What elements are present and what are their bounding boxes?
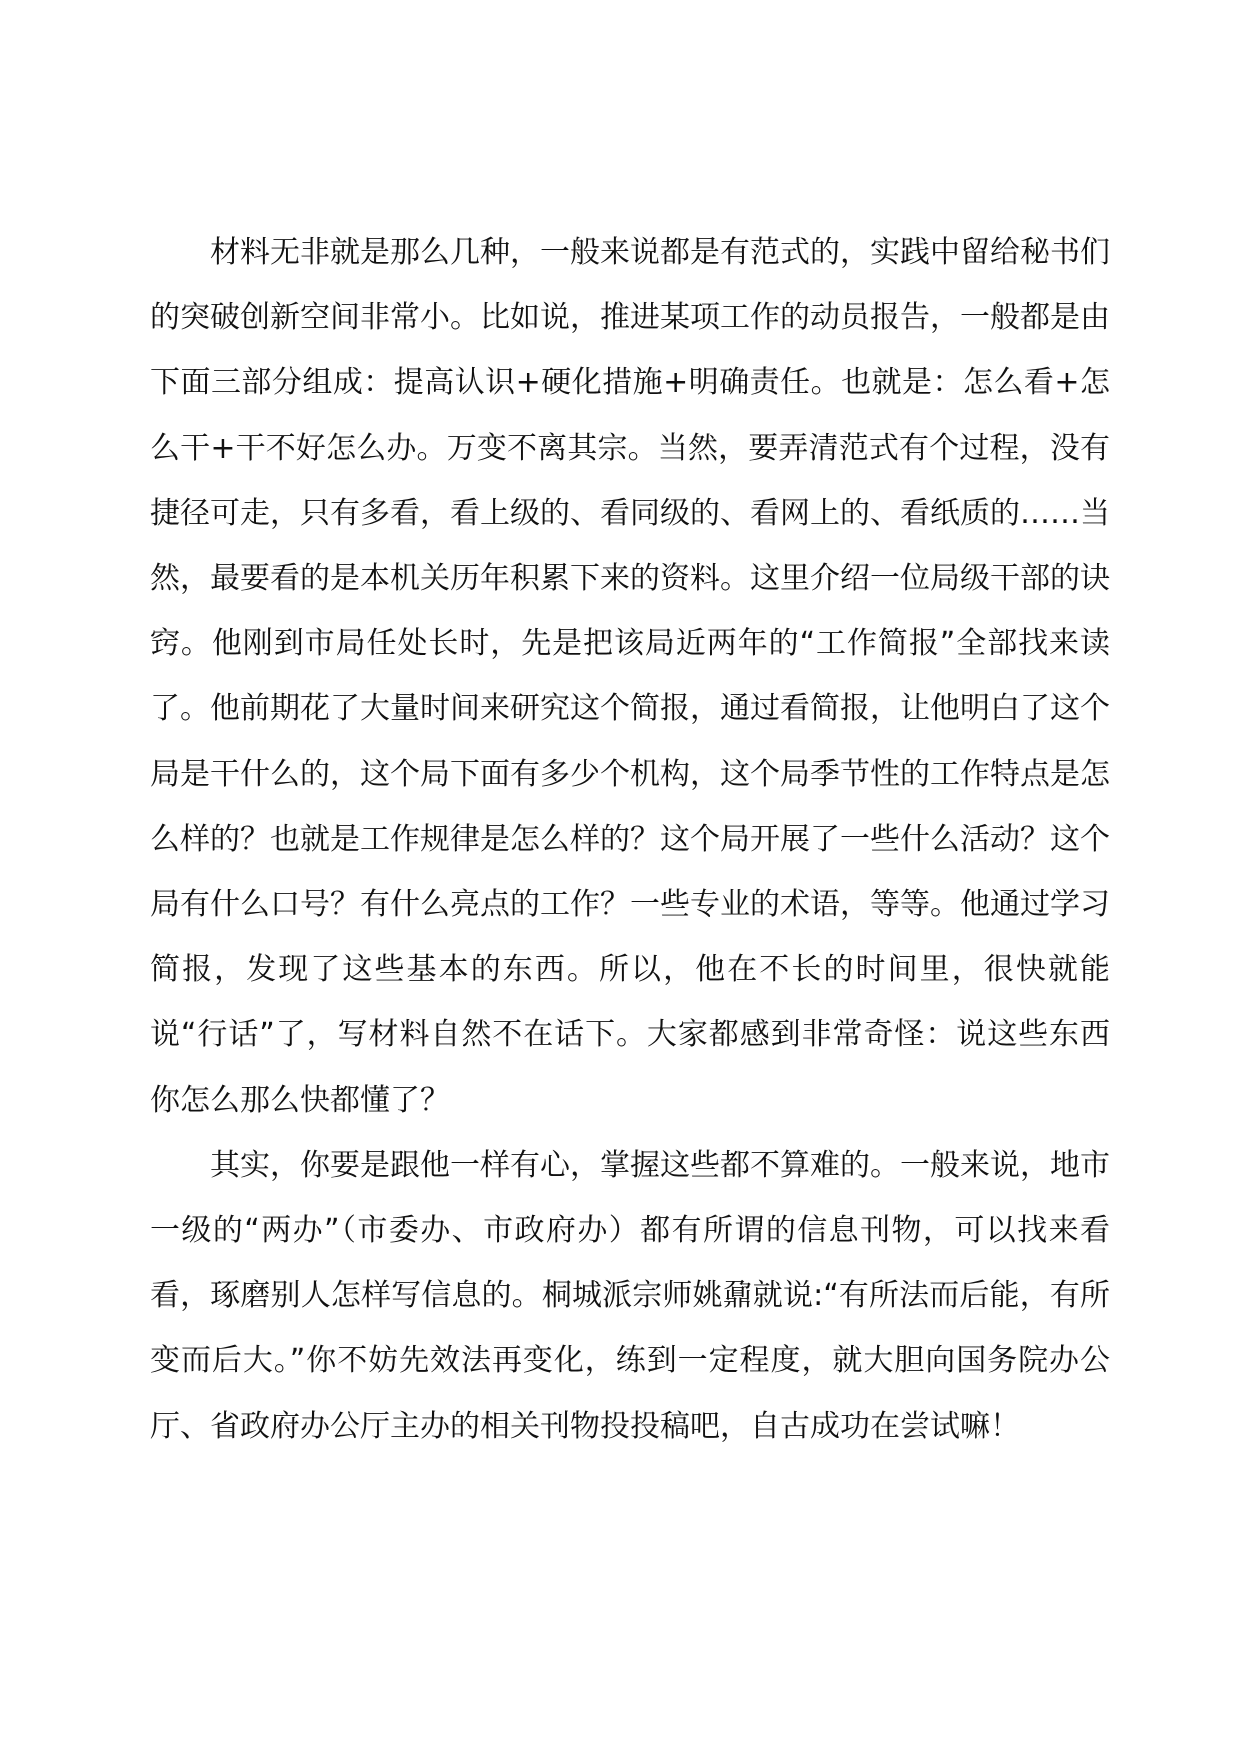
paragraph-1: 材料无非就是那么几种，一般来说都是有范式的，实践中留给秘书们的突破创新空间非常小。比如说，推进某项工作的动员报告，一般都是由下面三部分组成：提高认识+硬化措施+明确责任。也就是：怎么看+怎么干+干不好怎么办。万变不离其宗。当然，要弄清范式有个过程，没有捷径可走，只有多看，看上级的、看同级的、看网上的、看纸质的……当然，最要看的是本机关历年积累下来的资料。这里介绍一位局级干部的诀窍。他刚到市局任处长时，先是把该局近两年的“工作简报”全部找来读了。他前期花了大量时间来研究这个简报，通过看简报，让他明白了这个局是干什么的，这个局下面有多少个机构，这个局季节性的工作特点是怎么样的？也就是工作规律是怎么样的？这个局开展了一些什么活动？这个局有什么口号？有什么亮点的工作？一些专业的术语，等等。他通过学习简报，发现了这些基本的东西。所以，他在不长的时间里，很快就能说“行话”了，写材料自然不在话下。大家都感到非常奇怪：说这些东西你怎么那么快都懂了？ [150,235,1110,1118]
paragraph-2: 其实，你要是跟他一样有心，掌握这些都不算难的。一般来说，地市一级的“两办”（市委办、市政府办）都有所谓的信息刊物，可以找来看看，琢磨别人怎样写信息的。桐城派宗师姚鼐就说:“有所法而后能，有所变而后大。”你不妨先效法再变化，练到一定程度，就大胆向国务院办公厅、省政府办公厅主办的相关刊物投投稿吧，自古成功在尝试嘛！ [150,1147,1110,1444]
body-text [150,220,1110,1459]
